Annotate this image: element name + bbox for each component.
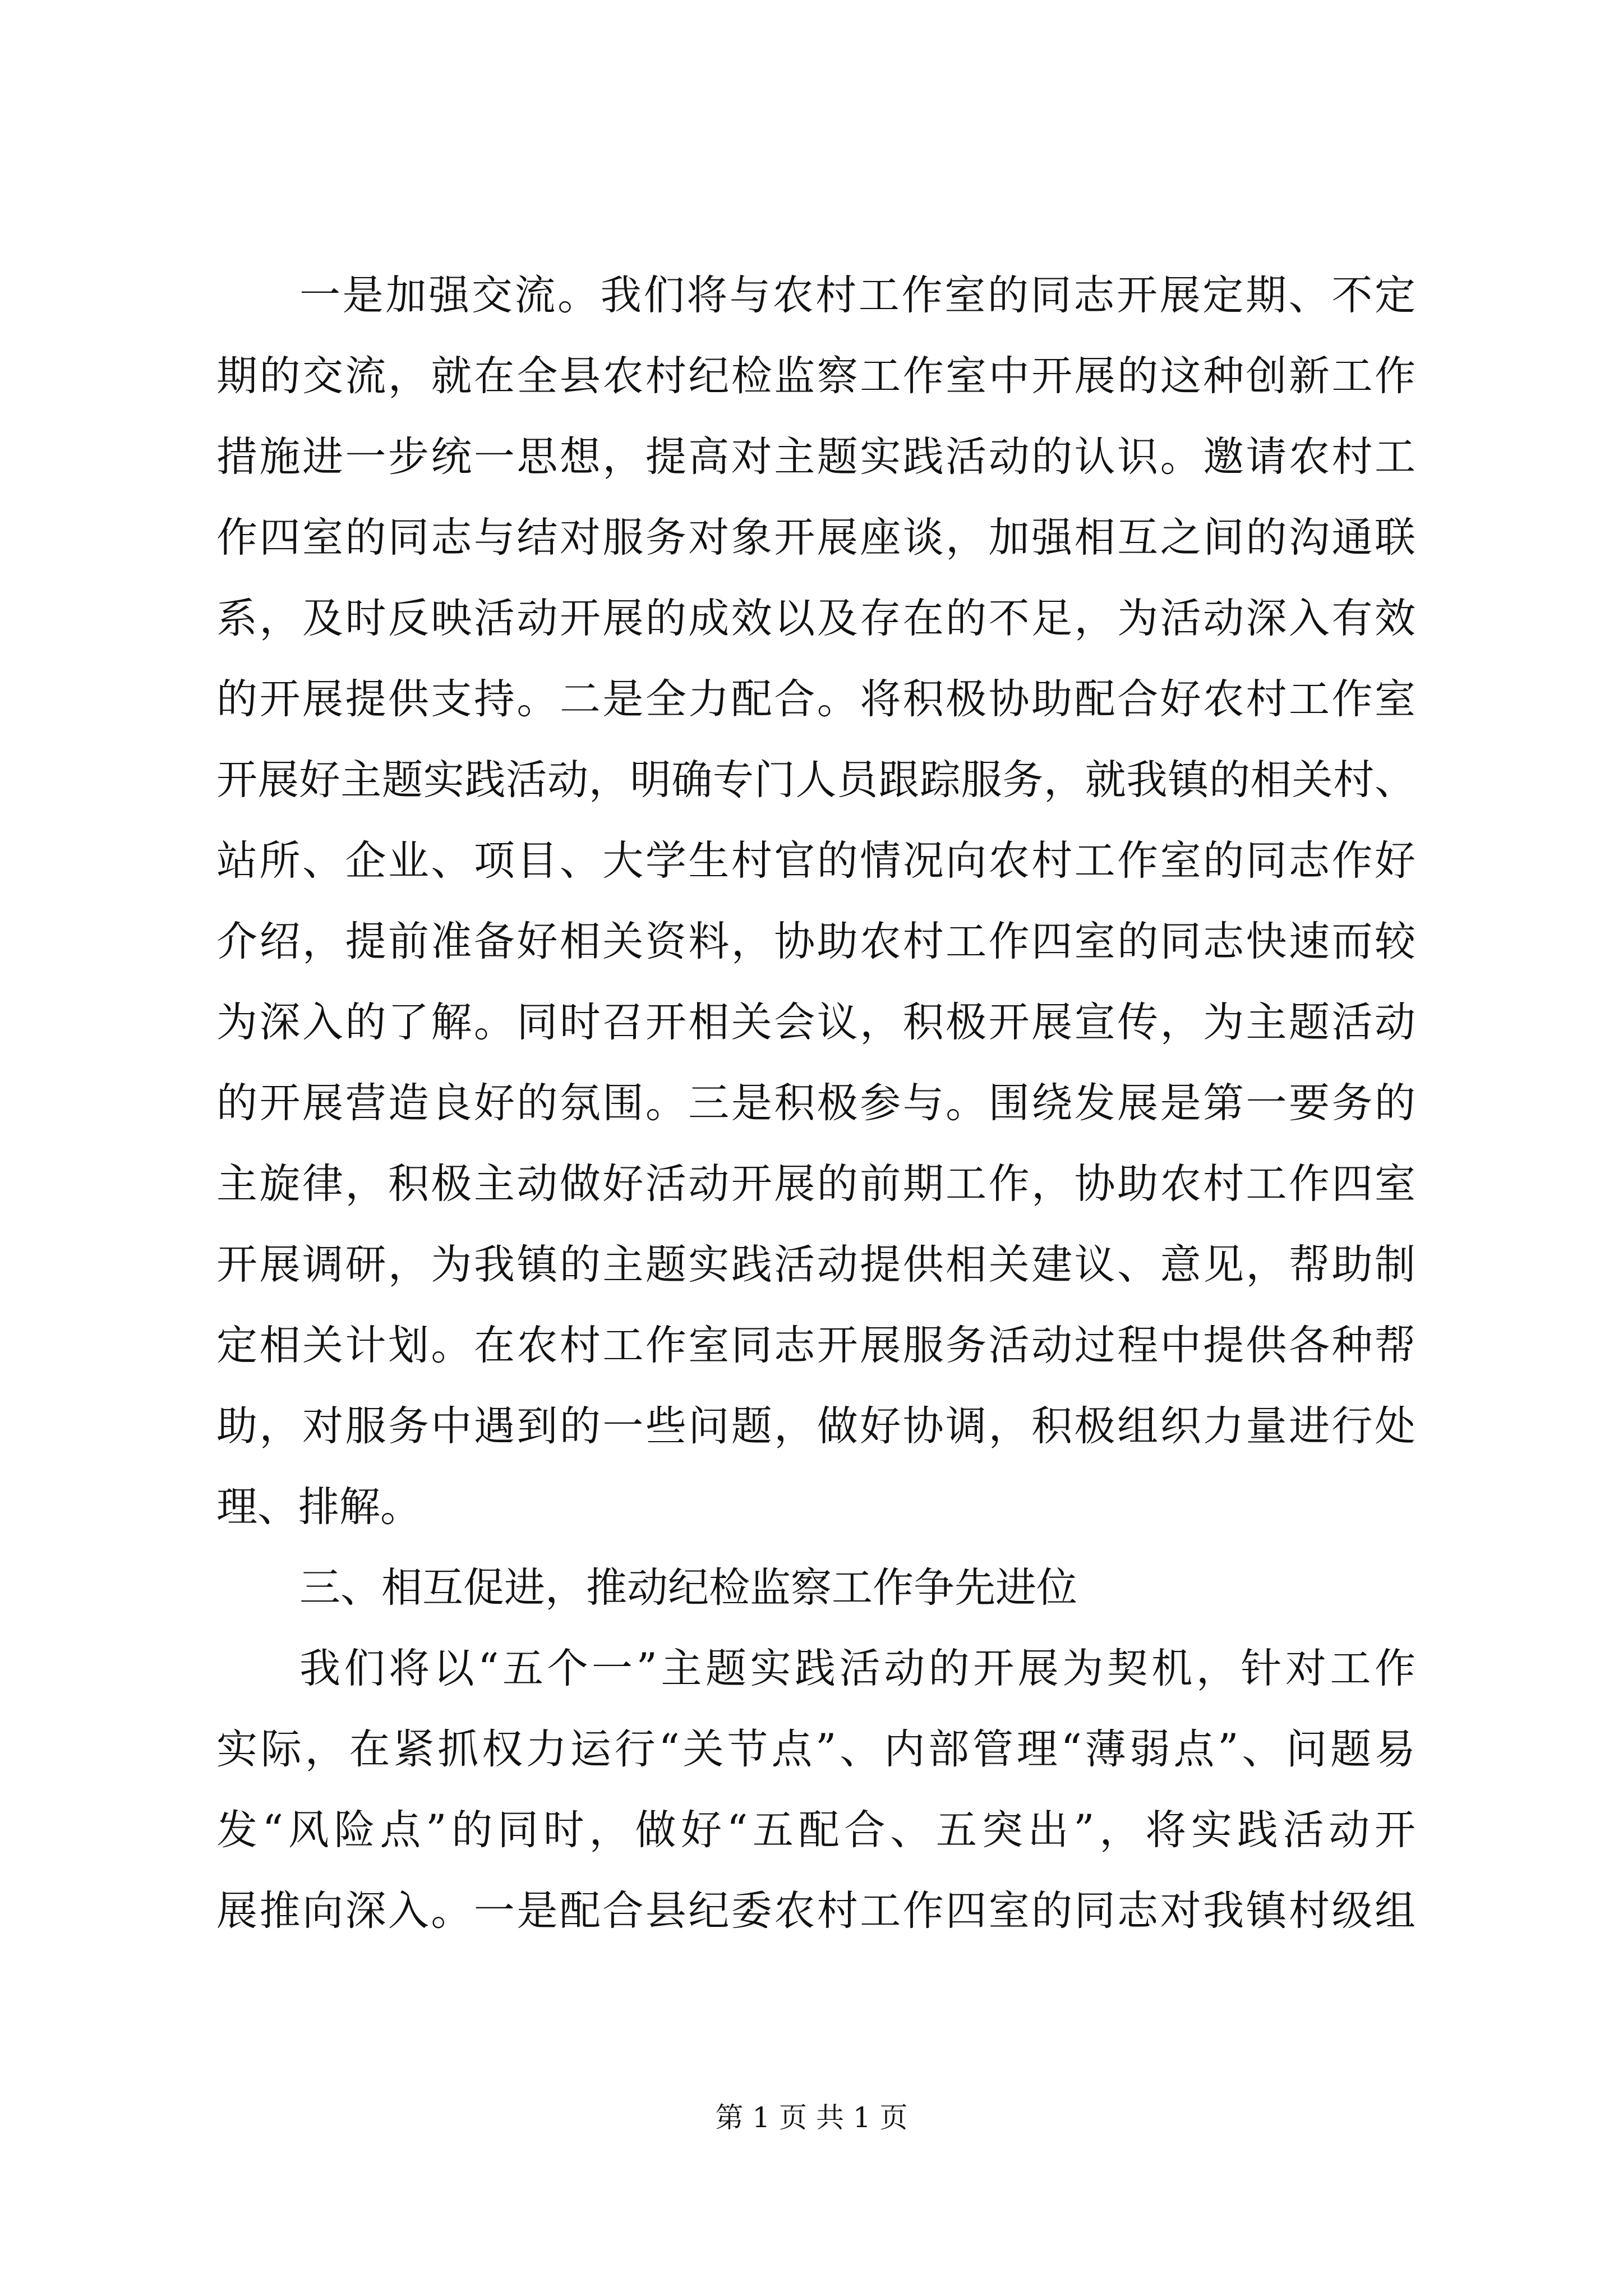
paragraph-line: 发“风险点”的同时，做好“五配合、五突出”，将实践活动开 bbox=[216, 1806, 1415, 1854]
paragraph-line: 的开展营造良好的氛围。三是积极参与。围绕发展是第一要务的 bbox=[216, 1079, 1415, 1127]
paragraph-line: 我们将以“五个一”主题实践活动的开展为契机，针对工作 bbox=[299, 1645, 1415, 1692]
paragraph-line: 开展好主题实践活动，明确专门人员跟踪服务，就我镇的相关村、 bbox=[216, 756, 1415, 804]
paragraph-line: 介绍，提前准备好相关资料，协助农村工作四室的同志快速而较 bbox=[216, 918, 1415, 965]
paragraph-line: 的开展提供支持。二是全力配合。将积极协助配合好农村工作室 bbox=[216, 675, 1415, 723]
document-body bbox=[216, 255, 1415, 1952]
paragraph-line: 为深入的了解。同时召开相关会议，积极开展宣传，为主题活动 bbox=[216, 999, 1415, 1046]
paragraph-line: 实际，在紧抓权力运行“关节点”、内部管理“薄弱点”、问题易 bbox=[216, 1726, 1415, 1773]
paragraph-line: 定相关计划。在农村工作室同志开展服务活动过程中提供各种帮 bbox=[216, 1322, 1415, 1369]
paragraph-line: 开展调研，为我镇的主题实践活动提供相关建议、意见，帮助制 bbox=[216, 1241, 1415, 1289]
section-heading: 三、相互促进，推动纪检监察工作争先进位 bbox=[299, 1564, 1077, 1612]
paragraph-line: 理、排解。 bbox=[216, 1483, 421, 1531]
paragraph-line: 措施进一步统一思想，提高对主题实践活动的认识。邀请农村工 bbox=[216, 433, 1415, 481]
paragraph-line: 站所、企业、项目、大学生村官的情况向农村工作室的同志作好 bbox=[216, 837, 1415, 885]
paragraph-line: 作四室的同志与结对服务对象开展座谈，加强相互之间的沟通联 bbox=[216, 514, 1415, 562]
paragraph-line: 助，对服务中遇到的一些问题，做好协调，积极组织力量进行处 bbox=[216, 1402, 1415, 1450]
page-footer: 第 1 页 共 1 页 bbox=[715, 2101, 908, 2134]
paragraph-line: 展推向深入。一是配合县纪委农村工作四室的同志对我镇村级组 bbox=[216, 1887, 1415, 1935]
paragraph-line: 系，及时反映活动开展的成效以及存在的不足，为活动深入有效 bbox=[216, 595, 1415, 642]
paragraph-line: 主旋律，积极主动做好活动开展的前期工作，协助农村工作四室 bbox=[216, 1160, 1415, 1208]
paragraph-line: 一是加强交流。我们将与农村工作室的同志开展定期、不定 bbox=[299, 272, 1415, 319]
paragraph-line: 期的交流，就在全县农村纪检监察工作室中开展的这种创新工作 bbox=[216, 352, 1415, 400]
